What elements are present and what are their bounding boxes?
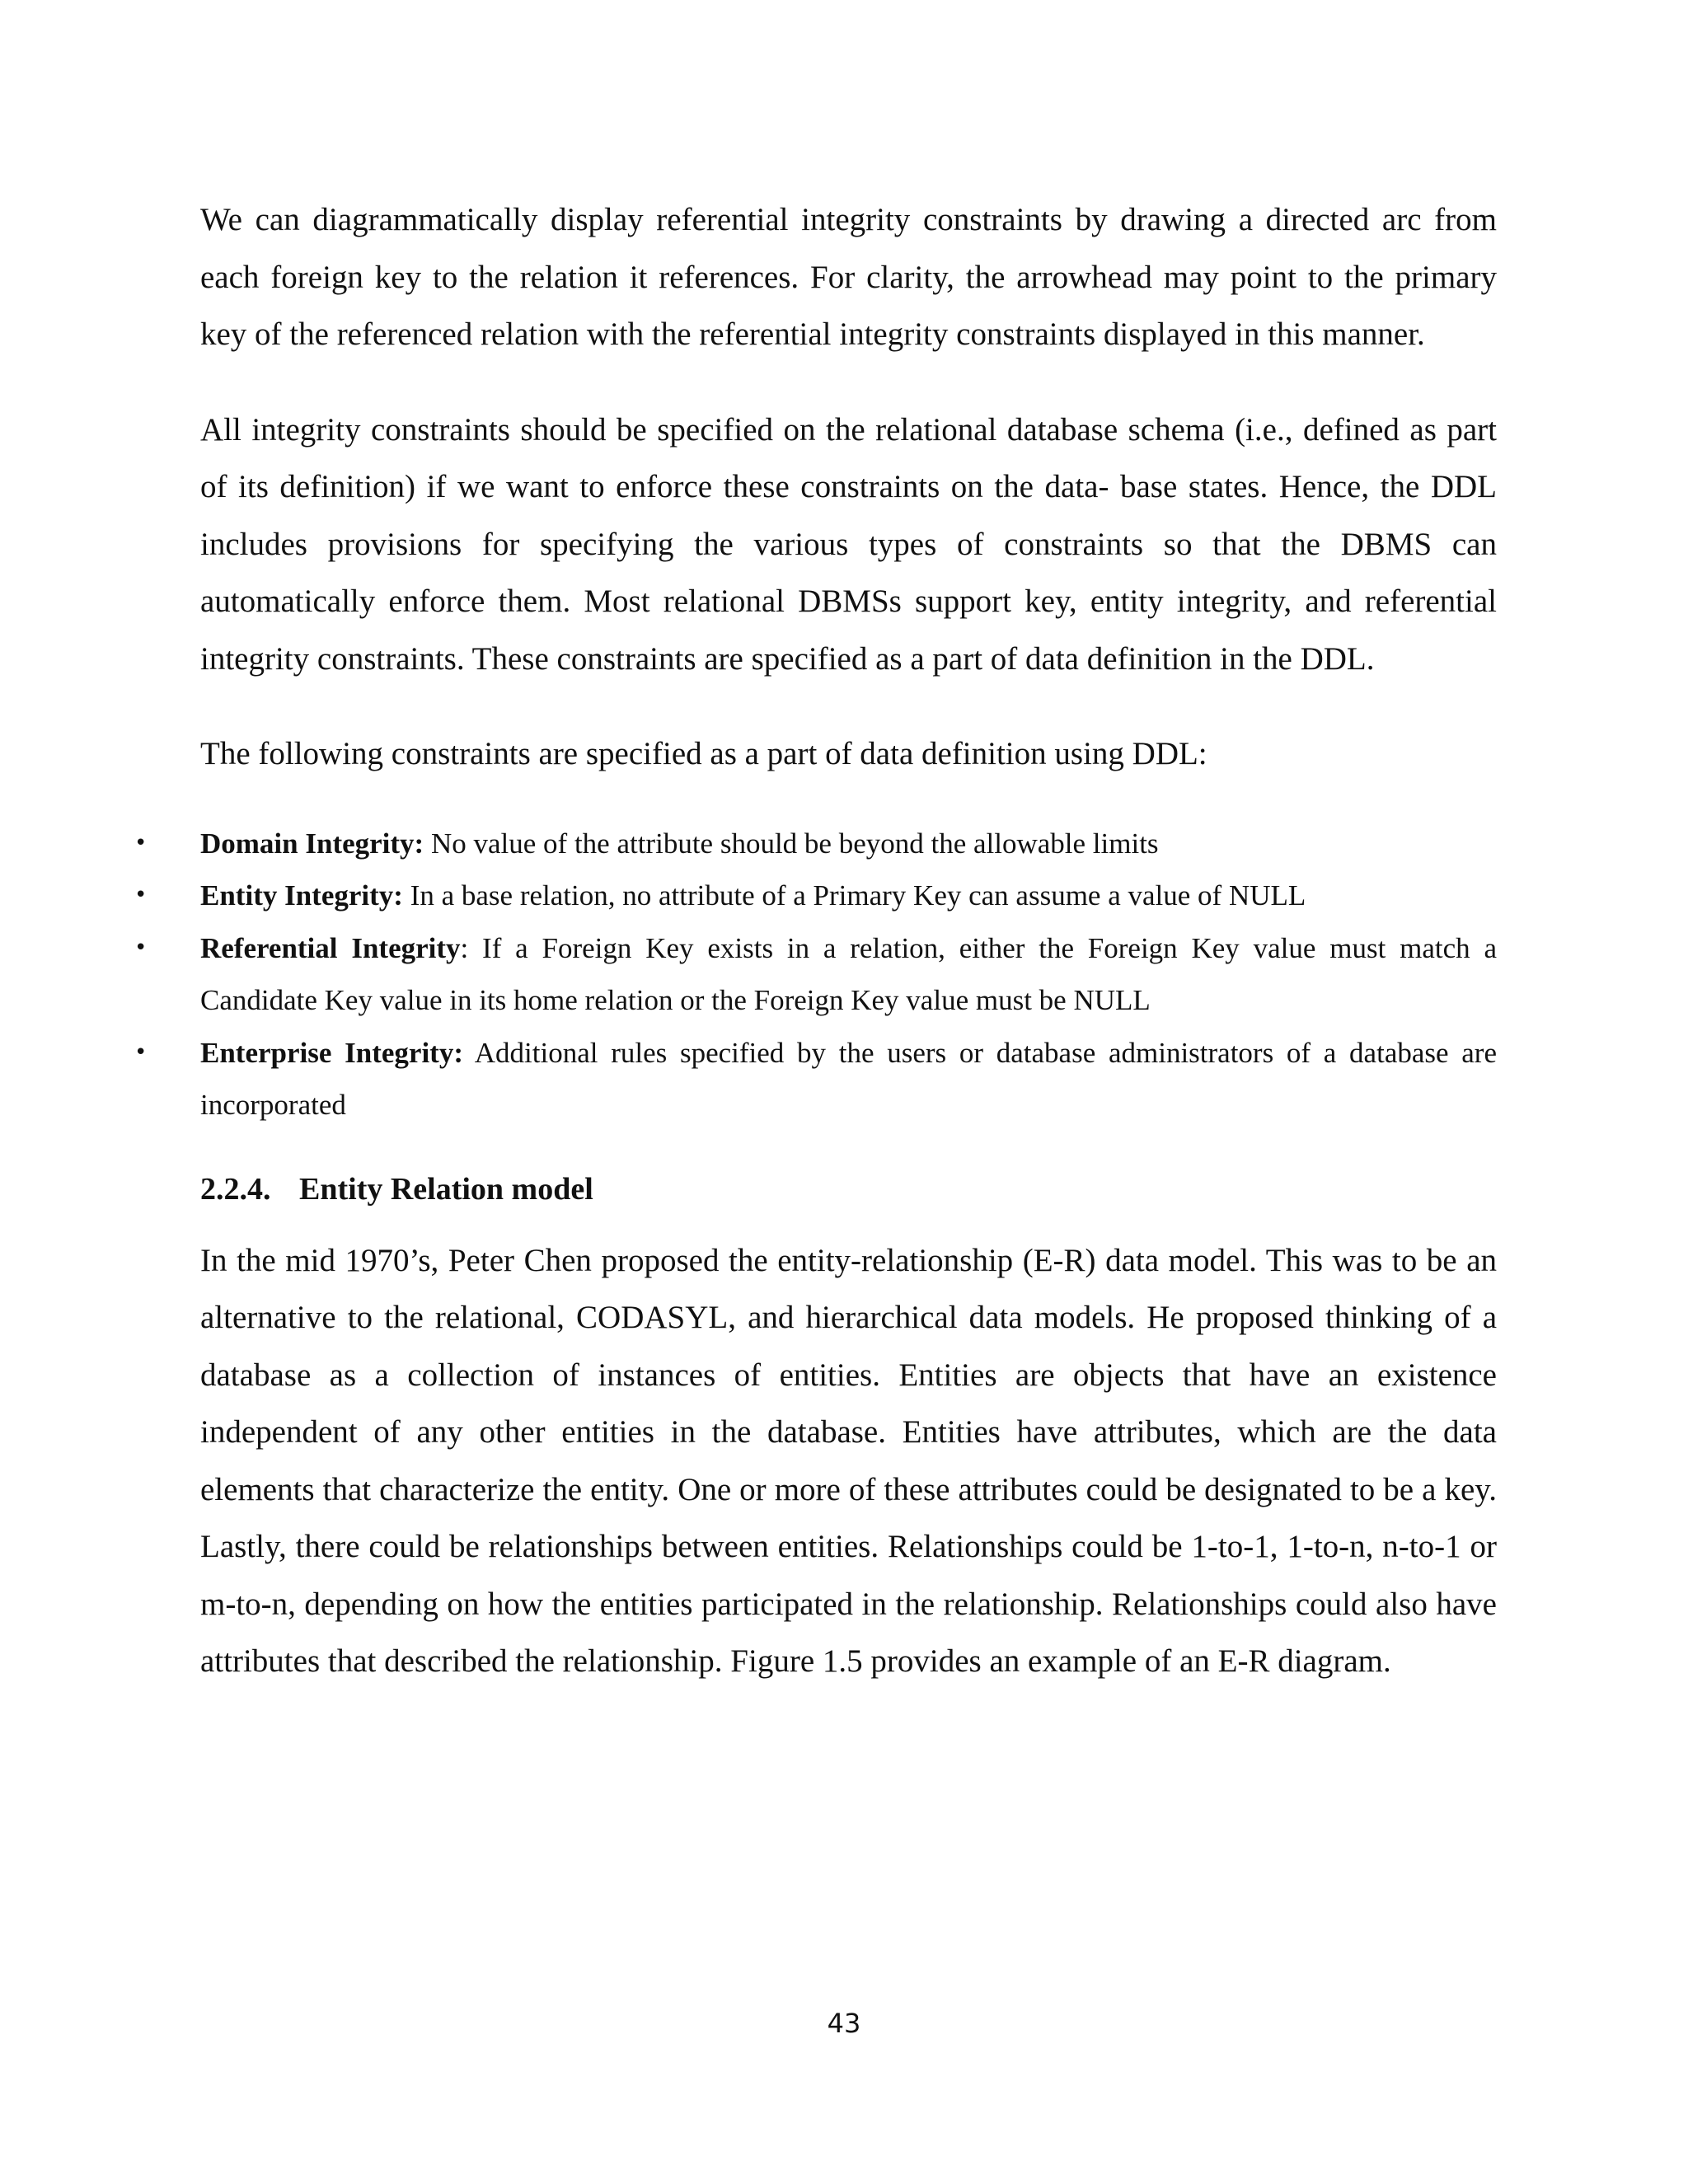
bullet-icon: • [134,830,148,855]
list-item-referential-integrity [134,922,1497,1027]
list-item-domain-integrity [134,818,1497,870]
section-number: 2.2.4. [200,1171,271,1207]
page-content [134,191,1497,1690]
paragraph-referential-arcs: We can diagrammatically display referential integrity constraints by drawing a directed arc from each foreign key to the relation it references. For clarity, the arrowhead may point to the primary key of the referenced relation with the referential integrity constraints displayed in this manner. [200,202,1497,352]
bullet-term: Entity Integrity: [200,879,403,912]
bullet-text: Additional rules specified by the users or database administrators of a database are incorporated [200,1036,1497,1121]
bullet-text: In a base relation, no attribute of a Primary Key can assume a value of NULL [402,879,1306,912]
paragraph-constraints-intro: The following constraints are specified as a part of data definition using DDL: [200,736,1207,771]
section-title: Entity Relation model [299,1171,593,1207]
bullet-term: Referential Integrity [200,931,461,964]
paragraph-ddl-constraints: All integrity constraints should be specified on the relational database schema (i.e., defined as part of its definition) if we want to enforce these constraints on the data- base states. Hence, the DDL includes provisions for specifying the various types of constraints so that the DBMS can automatically enforce them. Most relational DBMSs support key, entity integrity, and referential integrity constraints. These constraints are specified as a part of data definition in the DDL. [200,411,1497,677]
bullet-text: No value of the attribute should be beyond the allowable limits [424,827,1159,860]
bullet-term: Domain Integrity: [200,827,424,860]
paragraph-er-model: In the mid 1970’s, Peter Chen proposed the entity-relationship (E-R) data model. This was to be an alternative to the relational, CODASYL, and hierarchical data models. He proposed thinking of a database as a collection of instances of entities. Entities are objects that have an existence independent of any other entities in the database. Entities have attributes, which are the data elements that characterize the entity. One or more of these attributes could be designated to be a key. Lastly, there could be relationships between entities. Relationships could be 1-to-1, 1-to-n, n-to-1 or m-to-n, depending on how the entities participated in the relationship. Relationships could also have attributes that described the relationship. Figure 1.5 provides an example of an E-R diagram. [200,1242,1497,1679]
bullet-text: : If a Foreign Key exists in a relation, either the Foreign Key value must match a Candidate Key value in its home relation or the Foreign Key value must be NULL [200,931,1497,1016]
bullet-icon: • [134,935,148,960]
page-number: 43 [827,2008,861,2039]
list-item-entity-integrity [134,869,1497,922]
bullet-icon: • [134,883,148,907]
constraints-list [134,818,1497,1132]
bullet-term: Enterprise Integrity: [200,1036,463,1069]
section-heading [200,1165,1497,1214]
bullet-icon: • [134,1039,148,1065]
list-item-enterprise-integrity [134,1027,1497,1132]
